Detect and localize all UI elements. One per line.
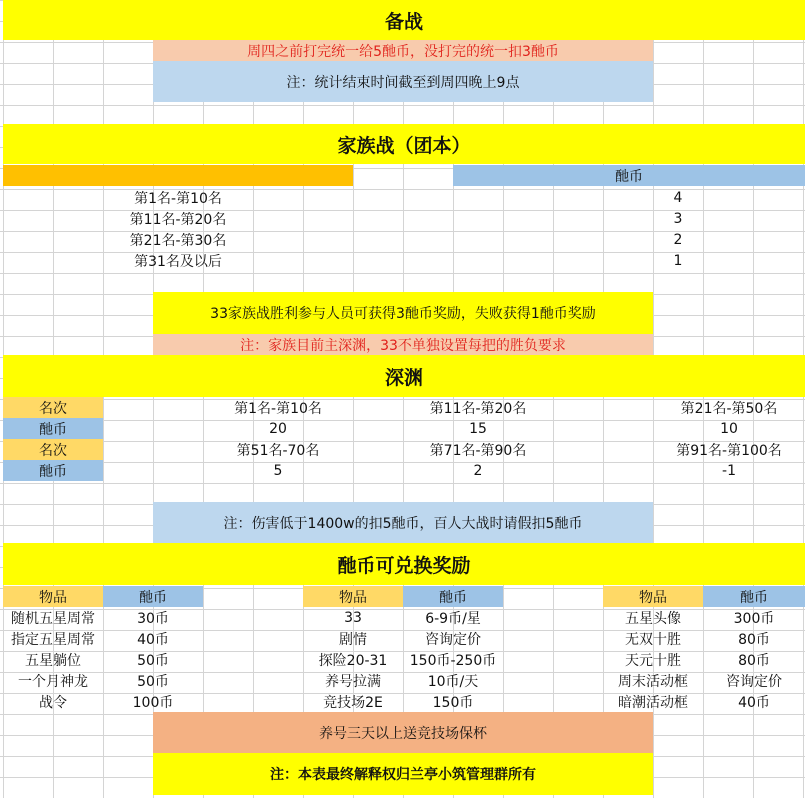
rewards-title: 酏币可兑换奖励 <box>3 543 805 585</box>
abyss-note: 注：伤害低于1400w的扣5酏币，百人大战时请假扣5酏币 <box>153 502 653 543</box>
reward-price: 6-9币/星 <box>425 610 481 627</box>
reward-price: 40币 <box>137 631 169 648</box>
reward-price: 150币-250币 <box>409 652 497 669</box>
rewards-cup-note: 养号三天以上送竞技场保杯 <box>153 712 653 753</box>
reward-price: 50币 <box>137 673 169 690</box>
family-war-rank-coins: 2 <box>673 231 683 248</box>
abyss-row-label-rank: 名次 <box>3 397 103 418</box>
reward-item: 天元十胜 <box>625 652 681 669</box>
family-war-red-note: 注：家族目前主深渊，33不单独设置每把的胜负要求 <box>153 334 653 355</box>
reward-item: 探险20-31 <box>318 652 388 669</box>
reward-item: 竞技场2E <box>323 694 383 711</box>
family-war-header-left <box>3 165 353 186</box>
abyss-rank-cell: 第21名-第50名 <box>680 400 778 417</box>
prep-rule: 周四之前打完统一给5酏币，没打完的统一扣3酏币 <box>153 40 653 61</box>
family-war-rank-coins: 4 <box>673 189 683 206</box>
reward-item: 五星躺位 <box>25 652 81 669</box>
reward-price: 100币 <box>132 694 174 711</box>
reward-item: 暗潮活动框 <box>618 694 688 711</box>
abyss-coin-cell: 10 <box>720 420 738 437</box>
family-war-rank-coins: 1 <box>673 252 683 269</box>
reward-price: 50币 <box>137 652 169 669</box>
family-war-bonus-note: 33家族战胜利参与人员可获得3酏币奖励，失败获得1酏币奖励 <box>153 292 653 334</box>
reward-item: 养号拉满 <box>325 673 381 690</box>
reward-item: 33 <box>344 609 362 626</box>
abyss-row-label-rank: 名次 <box>3 439 103 460</box>
reward-item: 指定五星周常 <box>11 631 95 648</box>
reward-item: 随机五星周常 <box>11 610 95 627</box>
reward-price: 咨询定价 <box>726 673 782 690</box>
family-war-rank-coins: 3 <box>673 210 683 227</box>
reward-item: 剧情 <box>339 631 367 648</box>
rewards-footer: 注：本表最终解释权归兰亭小筑管理群所有 <box>153 753 653 795</box>
abyss-rank-cell: 第1名-第10名 <box>234 400 322 417</box>
reward-price: 咨询定价 <box>425 631 481 648</box>
reward-item: 战令 <box>39 694 67 711</box>
family-war-rank-label: 第1名-第10名 <box>134 190 222 207</box>
rewards-col-item: 物品 <box>603 586 703 607</box>
abyss-row-label-coin: 酏币 <box>3 460 103 481</box>
prep-note: 注：统计结束时间截至到周四晚上9点 <box>153 61 653 102</box>
abyss-title: 深渊 <box>3 355 805 397</box>
reward-item: 五星头像 <box>625 610 681 627</box>
abyss-coin-cell: 20 <box>269 420 287 437</box>
rewards-col-item: 物品 <box>3 586 103 607</box>
rewards-col-item: 物品 <box>303 586 403 607</box>
abyss-rank-cell: 第51名-70名 <box>236 442 320 459</box>
family-war-currency-header: 酏币 <box>453 165 805 186</box>
reward-price: 80币 <box>738 652 770 669</box>
abyss-coin-cell: 15 <box>469 420 487 437</box>
abyss-rank-cell: 第11名-第20名 <box>429 400 527 417</box>
family-war-rank-label: 第31名及以后 <box>134 253 222 270</box>
abyss-rank-cell: 第91名-第100名 <box>676 442 782 459</box>
abyss-coin-cell: 2 <box>473 462 483 479</box>
family-war-title: 家族战（团本） <box>3 124 805 164</box>
reward-price: 40币 <box>738 694 770 711</box>
reward-price: 10币/天 <box>427 673 479 690</box>
rewards-col-price: 酏币 <box>703 586 805 607</box>
family-war-rank-label: 第11名-第20名 <box>129 211 227 228</box>
reward-item: 一个月神龙 <box>18 673 88 690</box>
reward-item: 周末活动框 <box>618 673 688 690</box>
family-war-rank-label: 第21名-第30名 <box>129 232 227 249</box>
reward-price: 30币 <box>137 610 169 627</box>
reward-item: 无双十胜 <box>625 631 681 648</box>
prep-title: 备战 <box>3 0 805 40</box>
rewards-col-price: 酏币 <box>403 586 503 607</box>
reward-price: 150币 <box>432 694 474 711</box>
abyss-coin-cell: 5 <box>273 462 283 479</box>
abyss-rank-cell: 第71名-第90名 <box>429 442 527 459</box>
abyss-coin-cell: -1 <box>722 462 736 479</box>
rewards-col-price: 酏币 <box>103 586 203 607</box>
reward-price: 80币 <box>738 631 770 648</box>
abyss-row-label-coin: 酏币 <box>3 418 103 439</box>
reward-price: 300币 <box>733 610 775 627</box>
